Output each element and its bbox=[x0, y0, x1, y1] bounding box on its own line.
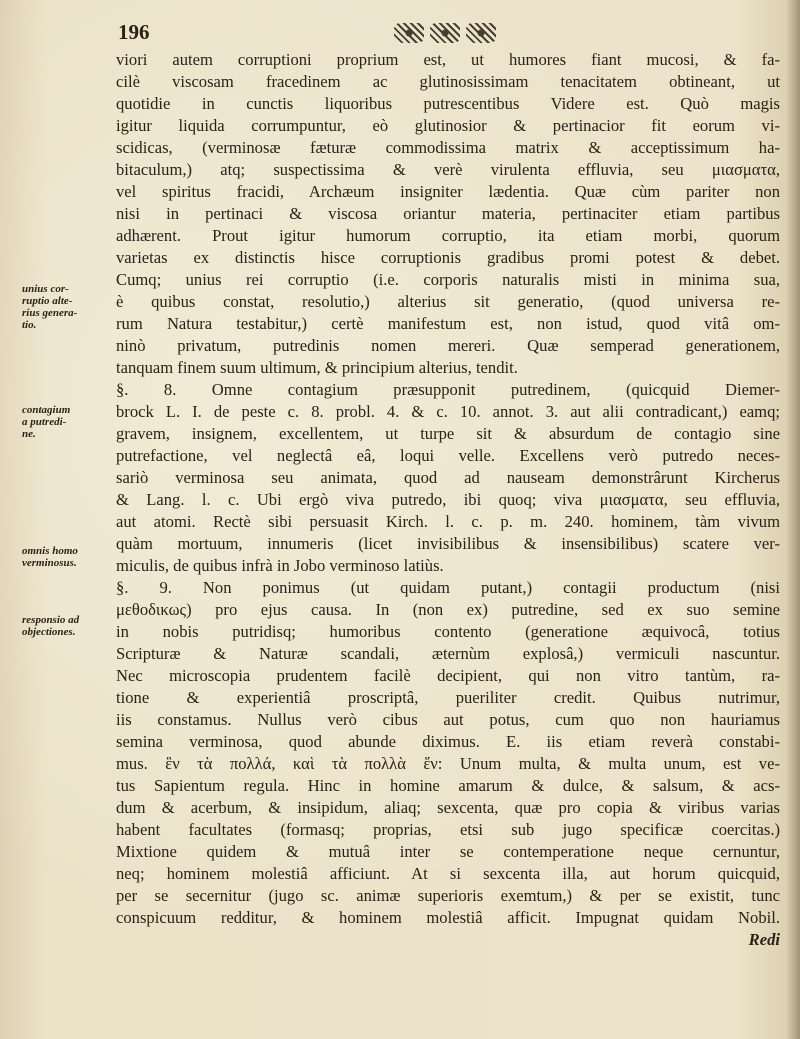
text-line: varietas ex distinctis hisce corruptionis gradibus promi potest & debet. bbox=[116, 248, 780, 267]
text-line: & Lang. l. c. Ubi ergò viva putredo, ibi quoq; viva μιασματα, seu effluvia, bbox=[116, 490, 780, 509]
page-fold-shadow bbox=[786, 0, 800, 1039]
text-line: è quibus constat, resolutio,) alterius sit generatio, (quod universa re- bbox=[116, 292, 780, 311]
text-line: §. 9. Non ponimus (ut quidam putant,) contagii productum (nisi bbox=[116, 578, 780, 597]
page-header bbox=[112, 18, 780, 48]
text-line: cilè viscosam fracedinem ac glutinosissimam tenacitatem obtineant, ut bbox=[116, 72, 780, 91]
text-line: putrefactione, vel neglectâ eâ, loqui velle. Excellens verò putredo neces- bbox=[116, 446, 780, 465]
text-line: in nobis putridisq; humoribus contento (generatione æquivocâ, totius bbox=[116, 622, 780, 641]
catchword: Redi bbox=[748, 930, 780, 949]
text-line: §. 8. Omne contagium præsupponit putredinem, (quicquid Diemer- bbox=[116, 380, 780, 399]
page-number: 196 bbox=[118, 20, 150, 44]
text-line: per se secernitur (jugo sc. animæ superioris exemtum,) & per se existit, tunc bbox=[116, 886, 780, 905]
text-line: tione & experientiâ proscriptâ, pueriliter credit. Quibus nutrimur, bbox=[116, 688, 780, 707]
text-line: aut atomi. Rectè sibi persuasit Kirch. l. c. p. m. 240. hominem, tàm vivum bbox=[116, 512, 780, 531]
ornament-icon bbox=[430, 23, 460, 43]
text-line: viori autem corruptioni proprium est, ut humores fiant mucosi, & fa- bbox=[116, 50, 780, 69]
text-line: Mixtione quidem & mutuâ inter se contemperatione neque cernuntur, bbox=[116, 842, 780, 861]
text-line: igitur liquida corrumpuntur, eò glutinosior & pertinacior fit eorum vi- bbox=[116, 116, 780, 135]
text-line: quàm mortuum, innumeris (licet invisibilibus & insensibilibus) scatere ver- bbox=[116, 534, 780, 553]
text-line: iis constamus. Nullus verò cibus aut potus, cum quo non hauriamus bbox=[116, 710, 780, 729]
text-line: Nec microscopia prudentem facilè decipient, qui non vitro tantùm, ra- bbox=[116, 666, 780, 685]
text-line: quotidie in cunctis liquoribus putrescentibus Videre est. Quò magis bbox=[116, 94, 780, 113]
text-line: μεθοδικως) pro ejus causa. In (non ex) putredine, sed ex suo semine bbox=[116, 600, 780, 619]
text-line: bitaculum,) atq; suspectissima & verè virulenta effluvia, seu μιασματα, bbox=[116, 160, 780, 179]
text-line: sariò verminosa seu animata, quod ad nauseam demonstrârunt Kircherus bbox=[116, 468, 780, 487]
text-line: nisi in pertinaci & viscosa oriantur materia, pertinaciter etiam partibus bbox=[116, 204, 780, 223]
text-line: brock L. I. de peste c. 8. probl. 4. & c. 10. annot. 3. aut alii contradicant,) eamq; bbox=[116, 402, 780, 421]
text-line: habent facultates (formasq; proprias, etsi sub jugo specificæ coercitas.) bbox=[116, 820, 780, 839]
text-line: miculis, de quibus infrà in Jobo verminoso latiùs. bbox=[116, 556, 444, 575]
ornament-icon bbox=[390, 22, 500, 44]
text-line: Cumq; unius rei corruptio (i.e. corporis naturalis misti in minima sua, bbox=[116, 270, 780, 289]
ornament-icon bbox=[394, 23, 424, 43]
text-line: neq; hominem molestiâ afficiunt. At si sexcenta illa, aut horum quicquid, bbox=[116, 864, 780, 883]
text-line: rum Natura testabitur,) certè manifestum est, non istud, quod vitâ om- bbox=[116, 314, 780, 333]
text-line: tanquam finem suum ultimum, & principium alterius, tendit. bbox=[116, 358, 518, 377]
text-line: mus. ἓν τὰ πολλά, καὶ τὰ πολλὰ ἕν: Unum multa, & multa unum, est ve- bbox=[116, 754, 780, 773]
text-line: Scripturæ & Naturæ scandali, æternùm explosâ,) vermiculi nascuntur. bbox=[116, 644, 780, 663]
margin-note: omnis homo verminosus. bbox=[22, 545, 78, 569]
margin-note: contagium a putredi- ne. bbox=[22, 404, 71, 440]
text-line: vel spiritus fracidi, Archæum insigniter lædentia. Quæ cùm pariter non bbox=[116, 182, 780, 201]
text-line: ninò privatum, putredinis nomen mereri. Quæ semperad generationem, bbox=[116, 336, 780, 355]
text-line: conspicuum redditur, & hominem molestiâ afficit. Impugnat quidam Nobil. bbox=[116, 908, 780, 927]
body-text bbox=[116, 49, 780, 951]
text-line: dum & acerbum, & insipidum, aliaq; sexcenta, quæ pro copia & viribus varias bbox=[116, 798, 780, 817]
text-line: semina verminosa, quod abunde diximus. E. iis etiam reverà constabi- bbox=[116, 732, 780, 751]
text-line: scidicas, (verminosæ fæturæ commodissima matrix & acceptissimum ha- bbox=[116, 138, 780, 157]
margin-note: responsio ad objectiones. bbox=[22, 614, 80, 638]
text-line: tus Sapientum regula. Hinc in homine amarum & dulce, & salsum, & acs- bbox=[116, 776, 780, 795]
ornament-icon bbox=[466, 23, 496, 43]
text-line: gravem, insignem, excellentem, ut turpe sit & absurdum de contagio sine bbox=[116, 424, 780, 443]
margin-note: unius cor- ruptio alte- rius genera- tio. bbox=[22, 283, 78, 331]
text-line: adhærent. Prout igitur humorum corruptio, ita etiam morbi, quorum bbox=[116, 226, 780, 245]
